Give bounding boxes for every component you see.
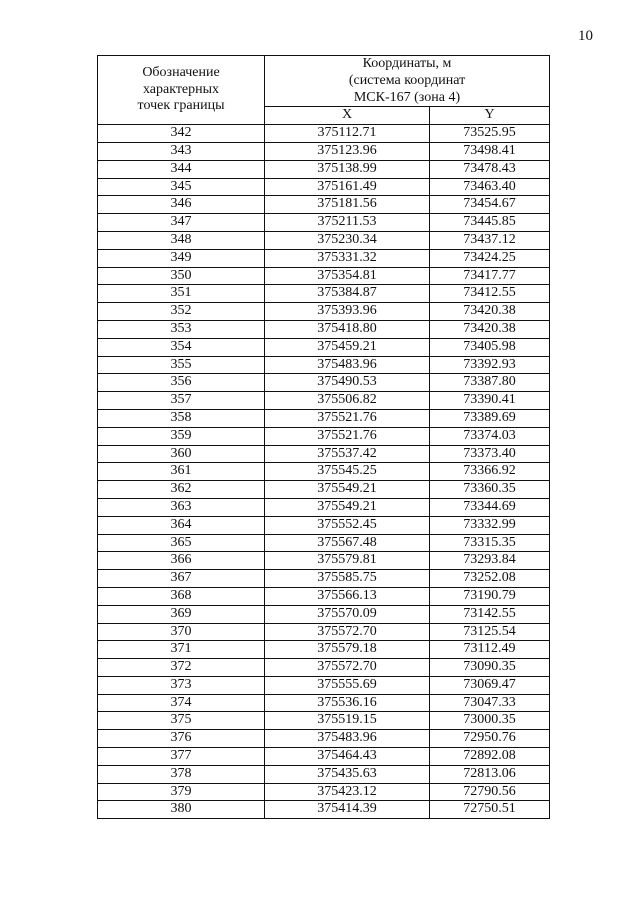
x-coordinate-cell: 375570.09 — [265, 605, 430, 623]
table-row — [98, 392, 550, 410]
y-coordinate-cell: 73445.85 — [430, 214, 550, 232]
y-coordinate-cell: 73293.84 — [430, 552, 550, 570]
y-coordinate-cell: 73047.33 — [430, 694, 550, 712]
x-coordinate-cell: 375536.16 — [265, 694, 430, 712]
point-header-line-2: характерных — [142, 81, 220, 97]
y-coordinate-cell: 73315.35 — [430, 534, 550, 552]
x-coordinate-cell: 375521.76 — [265, 427, 430, 445]
point-number-cell: 376 — [98, 730, 265, 748]
y-coordinate-cell: 73112.49 — [430, 641, 550, 659]
point-number-cell: 354 — [98, 338, 265, 356]
y-coordinate-cell: 73463.40 — [430, 178, 550, 196]
table-row — [98, 267, 550, 285]
y-coordinate-cell: 73417.77 — [430, 267, 550, 285]
y-coordinate-cell: 72790.56 — [430, 783, 550, 801]
table-row — [98, 125, 550, 143]
table-row — [98, 231, 550, 249]
table-row — [98, 427, 550, 445]
point-number-cell: 358 — [98, 409, 265, 427]
x-coordinate-cell: 375566.13 — [265, 587, 430, 605]
table-row — [98, 748, 550, 766]
point-number-cell: 370 — [98, 623, 265, 641]
y-coordinate-cell: 73252.08 — [430, 570, 550, 588]
point-number-cell: 353 — [98, 320, 265, 338]
x-coordinate-cell: 375331.32 — [265, 249, 430, 267]
point-number-cell: 349 — [98, 249, 265, 267]
point-number-cell: 344 — [98, 160, 265, 178]
y-coordinate-cell: 73454.67 — [430, 196, 550, 214]
table-row — [98, 214, 550, 232]
table-row — [98, 587, 550, 605]
y-coordinate-cell: 73360.35 — [430, 481, 550, 499]
point-number-cell: 371 — [98, 641, 265, 659]
point-number-cell: 368 — [98, 587, 265, 605]
y-coordinate-cell: 73374.03 — [430, 427, 550, 445]
x-coordinate-cell: 375579.81 — [265, 552, 430, 570]
table-row — [98, 694, 550, 712]
point-designation-header — [98, 56, 265, 125]
point-number-cell: 374 — [98, 694, 265, 712]
x-coordinate-cell: 375572.70 — [265, 659, 430, 677]
point-number-cell: 361 — [98, 463, 265, 481]
table-row — [98, 374, 550, 392]
point-number-cell: 356 — [98, 374, 265, 392]
x-coordinate-cell: 375549.21 — [265, 481, 430, 499]
y-coordinate-cell: 73478.43 — [430, 160, 550, 178]
point-number-cell: 359 — [98, 427, 265, 445]
table-row — [98, 641, 550, 659]
x-coordinate-cell: 375519.15 — [265, 712, 430, 730]
x-coordinate-cell: 375414.39 — [265, 801, 430, 819]
point-number-cell: 343 — [98, 142, 265, 160]
x-coordinate-cell: 375423.12 — [265, 783, 430, 801]
table-row — [98, 659, 550, 677]
table-row — [98, 605, 550, 623]
y-coordinate-cell: 73389.69 — [430, 409, 550, 427]
x-coordinate-cell: 375506.82 — [265, 392, 430, 410]
table-header — [98, 56, 550, 125]
x-coordinate-cell: 375567.48 — [265, 534, 430, 552]
y-coordinate-cell: 73069.47 — [430, 676, 550, 694]
table-row — [98, 409, 550, 427]
table-row — [98, 623, 550, 641]
y-coordinate-cell: 73405.98 — [430, 338, 550, 356]
point-number-cell: 377 — [98, 748, 265, 766]
x-coordinate-cell: 375123.96 — [265, 142, 430, 160]
point-number-cell: 364 — [98, 516, 265, 534]
coord-header-line-2: (система координат — [348, 72, 466, 88]
point-number-cell: 375 — [98, 712, 265, 730]
point-number-cell: 345 — [98, 178, 265, 196]
table-row — [98, 160, 550, 178]
table-row — [98, 801, 550, 819]
coord-header-line-1: Координаты, м — [362, 56, 452, 71]
point-header-line-3: точек границы — [137, 98, 225, 114]
x-coordinate-cell: 375161.49 — [265, 178, 430, 196]
point-number-cell: 342 — [98, 125, 265, 143]
x-coordinate-cell: 375483.96 — [265, 356, 430, 374]
table-row — [98, 534, 550, 552]
table-row — [98, 142, 550, 160]
y-coordinate-cell: 73366.92 — [430, 463, 550, 481]
coord-header-line-3: МСК-167 (зона 4) — [353, 89, 461, 105]
y-coordinate-cell: 72950.76 — [430, 730, 550, 748]
point-number-cell: 380 — [98, 801, 265, 819]
table-row — [98, 552, 550, 570]
x-coordinate-cell: 375572.70 — [265, 623, 430, 641]
table-row — [98, 783, 550, 801]
table-row — [98, 516, 550, 534]
point-number-cell: 363 — [98, 498, 265, 516]
y-coordinate-cell: 73437.12 — [430, 231, 550, 249]
x-coordinate-cell: 375464.43 — [265, 748, 430, 766]
x-coordinate-cell: 375138.99 — [265, 160, 430, 178]
table-row — [98, 303, 550, 321]
point-number-cell: 367 — [98, 570, 265, 588]
table-row — [98, 765, 550, 783]
x-coordinate-cell: 375181.56 — [265, 196, 430, 214]
table-row — [98, 196, 550, 214]
header-row-top — [98, 56, 550, 107]
y-coordinate-cell: 73412.55 — [430, 285, 550, 303]
table-row — [98, 356, 550, 374]
x-coordinate-cell: 375393.96 — [265, 303, 430, 321]
point-number-cell: 378 — [98, 765, 265, 783]
table-row — [98, 338, 550, 356]
point-number-cell: 351 — [98, 285, 265, 303]
y-coordinate-cell: 73392.93 — [430, 356, 550, 374]
point-number-cell: 366 — [98, 552, 265, 570]
x-coordinate-cell: 375537.42 — [265, 445, 430, 463]
table-row — [98, 178, 550, 196]
x-coordinate-cell: 375579.18 — [265, 641, 430, 659]
x-coordinate-cell: 375585.75 — [265, 570, 430, 588]
x-column-header: X — [265, 107, 430, 125]
point-number-cell: 346 — [98, 196, 265, 214]
y-coordinate-cell: 73420.38 — [430, 303, 550, 321]
point-number-cell: 372 — [98, 659, 265, 677]
x-coordinate-cell: 375112.71 — [265, 125, 430, 143]
x-coordinate-cell: 375549.21 — [265, 498, 430, 516]
x-coordinate-cell: 375418.80 — [265, 320, 430, 338]
y-coordinate-cell: 73390.41 — [430, 392, 550, 410]
y-coordinate-cell: 73125.54 — [430, 623, 550, 641]
point-number-cell: 350 — [98, 267, 265, 285]
y-coordinate-cell: 73525.95 — [430, 125, 550, 143]
point-number-cell: 373 — [98, 676, 265, 694]
coordinates-header — [265, 56, 550, 107]
y-coordinate-cell: 72813.06 — [430, 765, 550, 783]
point-number-cell: 355 — [98, 356, 265, 374]
point-number-cell: 352 — [98, 303, 265, 321]
table-row — [98, 730, 550, 748]
x-coordinate-cell: 375490.53 — [265, 374, 430, 392]
point-number-cell: 348 — [98, 231, 265, 249]
x-coordinate-cell: 375435.63 — [265, 765, 430, 783]
x-coordinate-cell: 375552.45 — [265, 516, 430, 534]
x-coordinate-cell: 375521.76 — [265, 409, 430, 427]
table-row — [98, 320, 550, 338]
table-row — [98, 285, 550, 303]
y-coordinate-cell: 73424.25 — [430, 249, 550, 267]
table-row — [98, 498, 550, 516]
y-coordinate-cell: 73498.41 — [430, 142, 550, 160]
point-header-line-1: Обозначение — [142, 64, 220, 80]
y-coordinate-cell: 73332.99 — [430, 516, 550, 534]
point-number-cell: 347 — [98, 214, 265, 232]
point-number-cell: 360 — [98, 445, 265, 463]
x-coordinate-cell: 375230.34 — [265, 231, 430, 249]
x-coordinate-cell: 375483.96 — [265, 730, 430, 748]
table-row — [98, 249, 550, 267]
y-column-header: Y — [430, 107, 550, 125]
coordinates-table — [97, 55, 550, 819]
y-coordinate-cell: 73142.55 — [430, 605, 550, 623]
point-number-cell: 357 — [98, 392, 265, 410]
y-coordinate-cell: 73090.35 — [430, 659, 550, 677]
y-coordinate-cell: 73000.35 — [430, 712, 550, 730]
table-row — [98, 676, 550, 694]
x-coordinate-cell: 375354.81 — [265, 267, 430, 285]
y-coordinate-cell: 72750.51 — [430, 801, 550, 819]
point-number-cell: 362 — [98, 481, 265, 499]
point-number-cell: 379 — [98, 783, 265, 801]
table-row — [98, 570, 550, 588]
y-coordinate-cell: 72892.08 — [430, 748, 550, 766]
table-row — [98, 712, 550, 730]
table-body — [98, 125, 550, 819]
table-row — [98, 445, 550, 463]
table-row — [98, 463, 550, 481]
point-number-cell: 365 — [98, 534, 265, 552]
x-coordinate-cell: 375211.53 — [265, 214, 430, 232]
y-coordinate-cell: 73420.38 — [430, 320, 550, 338]
page-number: 10 — [578, 28, 593, 44]
y-coordinate-cell: 73344.69 — [430, 498, 550, 516]
x-coordinate-cell: 375459.21 — [265, 338, 430, 356]
y-coordinate-cell: 73373.40 — [430, 445, 550, 463]
point-number-cell: 369 — [98, 605, 265, 623]
x-coordinate-cell: 375555.69 — [265, 676, 430, 694]
table-row — [98, 481, 550, 499]
y-coordinate-cell: 73190.79 — [430, 587, 550, 605]
y-coordinate-cell: 73387.80 — [430, 374, 550, 392]
x-coordinate-cell: 375384.87 — [265, 285, 430, 303]
x-coordinate-cell: 375545.25 — [265, 463, 430, 481]
